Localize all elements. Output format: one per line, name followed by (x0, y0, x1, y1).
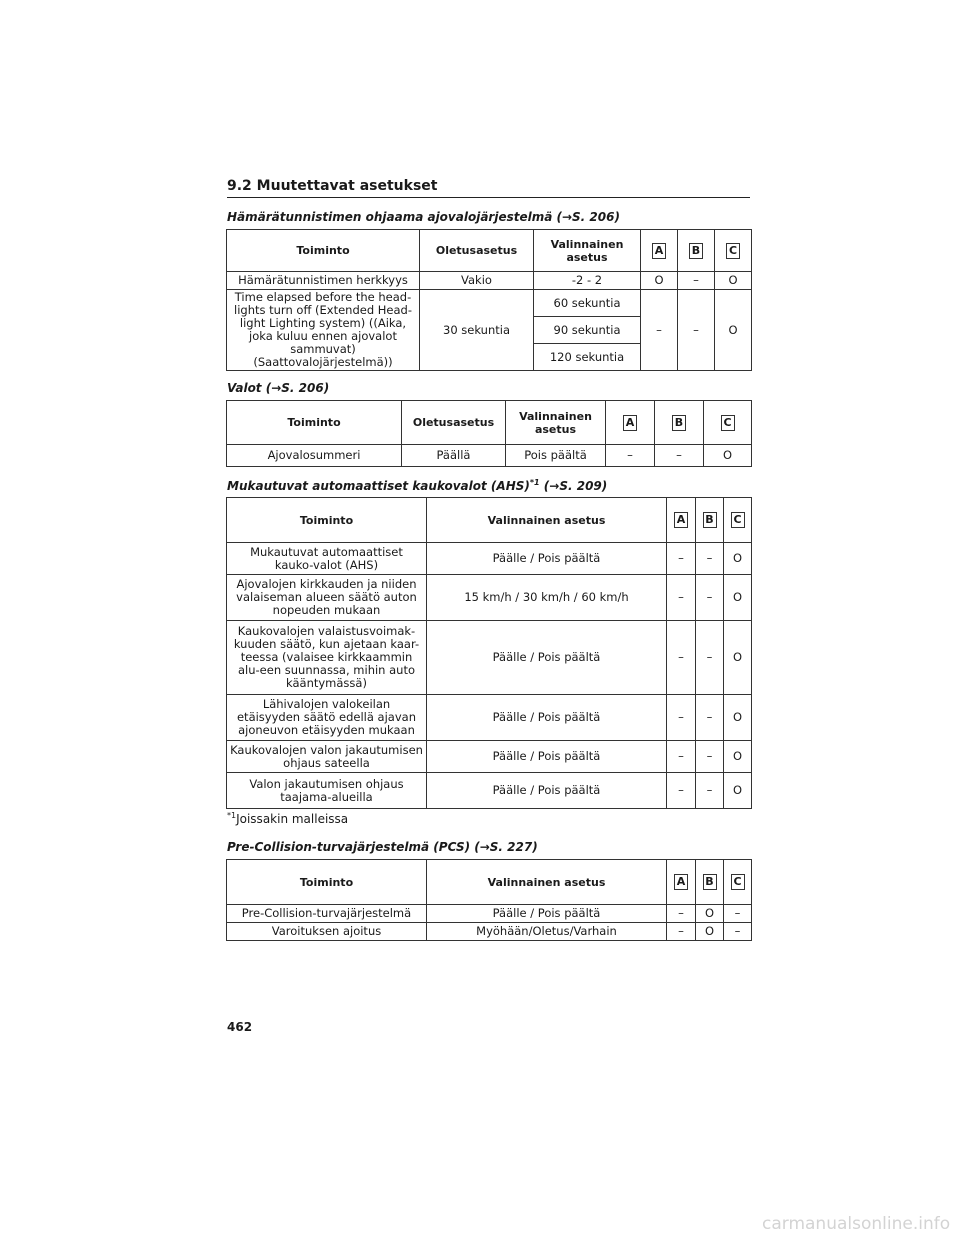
mark-a: A (652, 243, 666, 259)
mark-c: C (731, 512, 745, 528)
mark-b: B (703, 874, 717, 890)
table-row (227, 741, 752, 773)
cell-function: Kaukovalojen valaistusvoimak-kuuden säätö, kun ajetaan kaar-teessa (valaisee kirkkaammin alu-een suunnassa, mihin auto kääntymässä) (227, 621, 427, 695)
col-header-b (696, 860, 724, 905)
col-header-option: Valinnainen asetus (427, 498, 667, 543)
cell-option: 15 km/h / 30 km/h / 60 km/h (427, 575, 667, 621)
ahs-title-footnote-marker: *1 (529, 478, 540, 487)
ahs-title-reference: (→S. 209) (539, 479, 608, 493)
col-header-default: Oletusasetus (402, 401, 506, 445)
col-header-a (606, 401, 655, 445)
footnote-marker: *1 (227, 811, 237, 820)
cell-a: – (667, 905, 696, 923)
section-title-headlight-sensor: Hämärätunnistimen ohjaama ajovalojärjestelmä (→S. 206) (227, 210, 620, 224)
cell-a: – (667, 575, 696, 621)
col-header-default: Oletusasetus (420, 230, 534, 272)
section-title-ahs (227, 478, 607, 493)
cell-a: – (667, 621, 696, 695)
col-header-b (655, 401, 704, 445)
cell-function: Ajovalosummeri (227, 445, 402, 467)
cell-function: Mukautuvat automaattiset kauko-valot (AHS) (227, 543, 427, 575)
ahs-table (226, 497, 752, 809)
cell-b: – (696, 575, 724, 621)
cell-option: Päälle / Pois päältä (427, 741, 667, 773)
cell-function: Hämärätunnistimen herkkyys (227, 272, 420, 290)
table-row (227, 905, 752, 923)
col-header-c (715, 230, 752, 272)
cell-c: O (724, 543, 752, 575)
col-header-a (667, 498, 696, 543)
cell-option: 90 sekuntia (534, 317, 641, 344)
col-header-a (641, 230, 678, 272)
col-header-b (696, 498, 724, 543)
cell-option: -2 - 2 (534, 272, 641, 290)
col-header-function: Toiminto (227, 230, 420, 272)
cell-function: Ajovalojen kirkkauden ja niiden valaiseman alueen säätö auton nopeuden mukaan (227, 575, 427, 621)
cell-a: – (667, 695, 696, 741)
col-header-function: Toiminto (227, 860, 427, 905)
table-row (227, 773, 752, 809)
mark-a: A (674, 512, 688, 528)
cell-option: Päälle / Pois päältä (427, 543, 667, 575)
page-number: 462 (227, 1020, 253, 1034)
mark-b: B (703, 512, 717, 528)
cell-function: Pre-Collision-turvajärjestelmä (227, 905, 427, 923)
cell-c: O (715, 290, 752, 371)
col-header-option: Valinnainen asetus (506, 401, 606, 445)
mark-c: C (731, 874, 745, 890)
cell-option: Päälle / Pois päältä (427, 621, 667, 695)
cell-a: – (667, 543, 696, 575)
cell-c: O (704, 445, 752, 467)
cell-b: – (678, 290, 715, 371)
table-row (227, 695, 752, 741)
cell-option: Päälle / Pois päältä (427, 695, 667, 741)
cell-c: O (724, 773, 752, 809)
col-header-c (704, 401, 752, 445)
section-title-lights: Valot (→S. 206) (227, 381, 330, 395)
headlight-sensor-table (226, 229, 752, 371)
cell-b: – (696, 543, 724, 575)
cell-b: – (678, 272, 715, 290)
table-row (227, 290, 752, 317)
mark-c: C (721, 415, 735, 431)
col-header-b (678, 230, 715, 272)
cell-function: Varoituksen ajoitus (227, 923, 427, 941)
cell-a: – (667, 923, 696, 941)
cell-a: O (641, 272, 678, 290)
table-row (227, 621, 752, 695)
footnote-text: Joissakin malleissa (236, 812, 349, 826)
cell-option: Pois päältä (506, 445, 606, 467)
table-row (227, 272, 752, 290)
cell-function: Lähivalojen valokeilan etäisyyden säätö edellä ajavan ajoneuvon etäisyyden mukaan (227, 695, 427, 741)
cell-c: O (724, 575, 752, 621)
cell-a: – (641, 290, 678, 371)
cell-default: Päällä (402, 445, 506, 467)
cell-default: Vakio (420, 272, 534, 290)
col-header-a (667, 860, 696, 905)
cell-c: O (724, 695, 752, 741)
cell-option: Päälle / Pois päältä (427, 773, 667, 809)
mark-b: B (672, 415, 686, 431)
page-header: 9.2 Muutettavat asetukset (227, 178, 750, 198)
pcs-table (226, 859, 752, 941)
cell-option: Myöhään/Oletus/Varhain (427, 923, 667, 941)
cell-function: Valon jakautumisen ohjaus taajama-alueilla (227, 773, 427, 809)
ahs-title-text: Mukautuvat automaattiset kaukovalot (AHS) (227, 479, 530, 493)
cell-b: – (696, 741, 724, 773)
mark-c: C (726, 243, 740, 259)
mark-b: B (689, 243, 703, 259)
watermark: carmanualsonline.info (762, 1214, 951, 1234)
col-header-c (724, 860, 752, 905)
cell-a: – (667, 773, 696, 809)
cell-b: – (696, 773, 724, 809)
col-header-option: Valinnainen asetus (427, 860, 667, 905)
table-row (227, 543, 752, 575)
table-row (227, 923, 752, 941)
cell-function: Time elapsed before the head-lights turn off (Extended Head-light Lighting system) ((Aika, joka kuluu ennen ajovalot sammuvat) (Saattovalojärjestelmä)) (227, 290, 420, 371)
mark-a: A (674, 874, 688, 890)
col-header-c (724, 498, 752, 543)
col-header-option: Valinnainen asetus (534, 230, 641, 272)
cell-b: – (696, 695, 724, 741)
cell-option: 120 sekuntia (534, 344, 641, 371)
cell-c: O (715, 272, 752, 290)
table-row (227, 445, 752, 467)
cell-c: – (724, 905, 752, 923)
col-header-function: Toiminto (227, 498, 427, 543)
col-header-function: Toiminto (227, 401, 402, 445)
cell-b: – (655, 445, 704, 467)
mark-a: A (623, 415, 637, 431)
cell-a: – (606, 445, 655, 467)
cell-b: – (696, 621, 724, 695)
lights-table (226, 400, 752, 467)
cell-a: – (667, 741, 696, 773)
cell-b: O (696, 923, 724, 941)
cell-option: 60 sekuntia (534, 290, 641, 317)
cell-b: O (696, 905, 724, 923)
cell-function: Kaukovalojen valon jakautumisen ohjaus sateella (227, 741, 427, 773)
table-row (227, 575, 752, 621)
cell-c: – (724, 923, 752, 941)
cell-c: O (724, 741, 752, 773)
cell-default: 30 sekuntia (420, 290, 534, 371)
footnote (227, 811, 348, 826)
cell-c: O (724, 621, 752, 695)
cell-option: Päälle / Pois päältä (427, 905, 667, 923)
section-title-pcs: Pre-Collision-turvajärjestelmä (PCS) (→S. 227) (227, 840, 538, 854)
